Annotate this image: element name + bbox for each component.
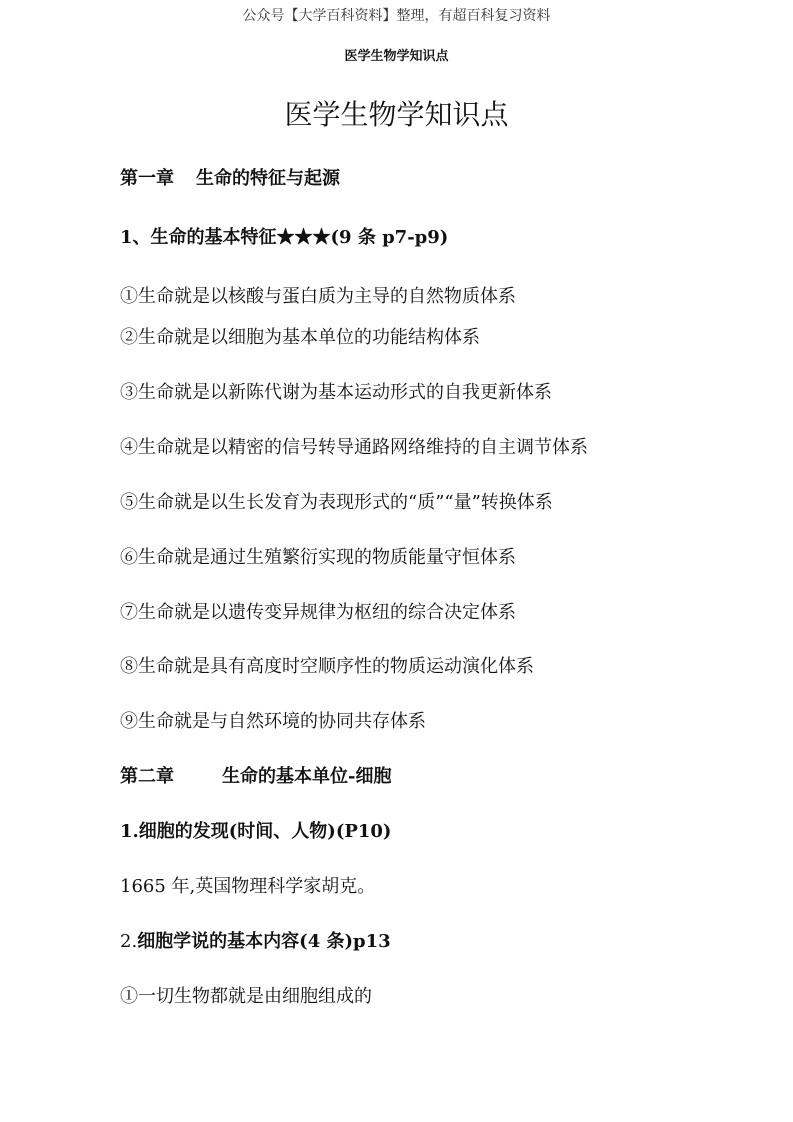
list-item: ⑨生命就是与自然环境的协同共存体系 bbox=[120, 711, 426, 732]
list-item: ①一切生物都就是由细胞组成的 bbox=[120, 986, 372, 1007]
section-2-2-number: 2. bbox=[120, 931, 138, 952]
chapter-2-heading bbox=[120, 762, 391, 788]
list-item: ①生命就是以核酸与蛋白质为主导的自然物质体系 bbox=[120, 286, 516, 307]
list-item: ③生命就是以新陈代谢为基本运动形式的自我更新体系 bbox=[120, 382, 552, 403]
section-2-1-heading: 1.细胞的发现(时间、人物)(P10) bbox=[120, 821, 392, 842]
section-2-2-heading bbox=[120, 927, 391, 953]
document-title: 医学生物学知识点 bbox=[284, 98, 509, 131]
list-item: ⑤生命就是以生长发育为表现形式的“质”“量”转换体系 bbox=[120, 492, 553, 513]
list-item: ④生命就是以精密的信号转导通路网络维持的自主调节体系 bbox=[120, 437, 588, 458]
chapter-1-heading bbox=[120, 164, 340, 190]
section-2-1-text: 1665 年,英国物理科学家胡克。 bbox=[120, 876, 376, 897]
running-header: 医学生物学知识点 bbox=[344, 49, 449, 64]
section-1-1-heading: 1、生命的基本特征★★★(9 条 p7-p9) bbox=[120, 227, 449, 248]
chapter-1-label: 第一章 bbox=[120, 168, 174, 189]
list-item: ②生命就是以细胞为基本单位的功能结构体系 bbox=[120, 327, 480, 348]
chapter-2-label: 第二章 bbox=[120, 766, 174, 787]
chapter-1-name: 生命的特征与起源 bbox=[196, 168, 340, 189]
section-2-2-title: 细胞学说的基本内容(4 条)p13 bbox=[137, 931, 391, 952]
chapter-2-name: 生命的基本单位-细胞 bbox=[222, 766, 392, 787]
top-note: 公众号【大学百科资料】整理，有超百科复习资料 bbox=[242, 8, 551, 24]
list-item: ⑦生命就是以遗传变异规律为枢纽的综合决定体系 bbox=[120, 602, 516, 623]
list-item: ⑥生命就是通过生殖繁衍实现的物质能量守恒体系 bbox=[120, 547, 516, 568]
list-item: ⑧生命就是具有高度时空顺序性的物质运动演化体系 bbox=[120, 656, 534, 677]
